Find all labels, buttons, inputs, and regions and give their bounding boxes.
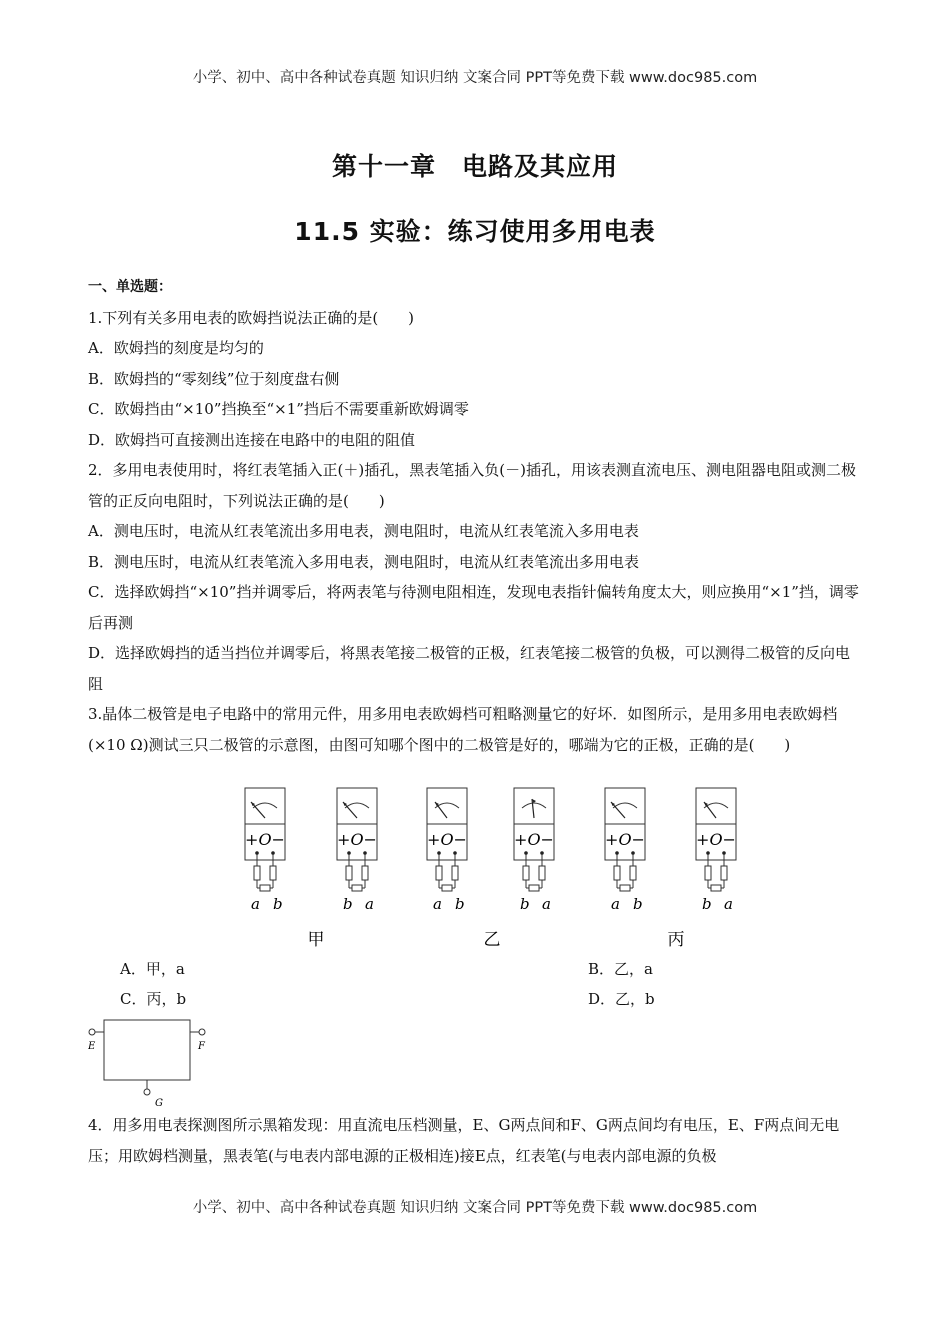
q2-option-d: D．选择欧姆挡的适当挡位并调零后，将黑表笔接二极管的正极，红表笔接二极管的负极，可以测得二极管的反向电阻 (88, 644, 851, 693)
meter-terminal-symbol: +O− (696, 830, 736, 849)
black-box-figure (88, 1014, 864, 1110)
q2-stem: 2．多用电表使用时，将红表笔插入正(＋)插孔，黑表笔插入负(－)插孔，用该表测直流电压、测电阻器电阻或测二极管的正反向电阻时，下列说法正确的是( ) (88, 461, 856, 510)
meter-terminal-symbol: +O− (514, 830, 554, 849)
probe-plug (523, 866, 529, 880)
q3-option-c: C．丙，b (120, 990, 187, 1008)
meter-scale-arc (613, 803, 637, 808)
chapter-title: 第十一章 电路及其应用 (331, 152, 618, 181)
label-f: F (198, 1041, 205, 1052)
diode-test-figure (88, 768, 864, 954)
probe-jack (255, 851, 259, 855)
q3-option-b: B．乙，a (588, 960, 653, 978)
diode-body (620, 885, 630, 891)
footer-banner: 小学、初中、高中各种试卷真题 知识归纳 文案合同 PPT等免费下载 www.doc985.com (192, 1200, 758, 1216)
probe-jack (524, 851, 528, 855)
q1-option-d: D．欧姆挡可直接测出连接在电路中的电阻的阻值 (88, 430, 416, 449)
probe-jack (363, 851, 367, 855)
probe-jack (631, 851, 635, 855)
meter-scale-arc (522, 803, 546, 808)
probe-jack (347, 851, 351, 855)
probe-plug (270, 866, 276, 880)
diode-body (529, 885, 539, 891)
q4-stem: 4．用多用电表探测图所示黑箱发现：用直流电压档测量，E、G两点间和F、G两点间均有电压，E、F两点间无电压；用欧姆档测量，黑表笔(与电表内部电源的正极相连)接E点，红表笔(与电表内部电源的负极 (88, 1116, 840, 1165)
figure-group-label: 乙 (483, 930, 501, 950)
label-g: G (155, 1098, 163, 1109)
q2-option-c: C．选择欧姆挡“×10”挡并调零后，将两表笔与待测电阻相连，发现电表指针偏转角度太大，则应换用“×1”挡，调零后再测 (88, 583, 859, 632)
probe-label-left: a (611, 895, 620, 913)
probe-plug (705, 866, 711, 880)
probe-jack (271, 851, 275, 855)
probe-jack (540, 851, 544, 855)
multimeter-diagram (88, 768, 864, 954)
meter-terminal-symbol: +O− (337, 830, 377, 849)
meter-scale-arc (253, 803, 277, 808)
probe-plug (436, 866, 442, 880)
q3-option-a: A．甲，a (120, 960, 185, 978)
lesson-title: 11.5 实验：练习使用多用电表 (294, 217, 656, 246)
probe-jack (722, 851, 726, 855)
label-e: E (88, 1041, 96, 1052)
diode-body (711, 885, 721, 891)
probe-plug (630, 866, 636, 880)
probe-label-left: a (251, 895, 260, 913)
terminal-g (144, 1089, 150, 1095)
probe-label-right: a (365, 895, 374, 913)
probe-jack (453, 851, 457, 855)
probe-label-right: a (724, 895, 733, 913)
diode-body (260, 885, 270, 891)
meter-terminal-symbol: +O− (245, 830, 285, 849)
probe-label-right: b (455, 895, 465, 913)
section-label: 一、单选题： (88, 279, 172, 295)
q2-option-a: A．测电压时，电流从红表笔流出多用电表，测电阻时，电流从红表笔流入多用电表 (88, 522, 639, 540)
probe-label-left: b (702, 895, 712, 913)
probe-label-right: b (273, 895, 283, 913)
q2-option-b: B．测电压时，电流从红表笔流入多用电表，测电阻时，电流从红表笔流出多用电表 (88, 552, 640, 571)
probe-plug (254, 866, 260, 880)
terminal-e (89, 1029, 95, 1035)
probe-label-left: a (433, 895, 442, 913)
figure-group-label: 甲 (307, 930, 325, 950)
probe-label-left: b (520, 895, 530, 913)
q3-option-d: D．乙，b (588, 990, 655, 1008)
probe-label-right: a (542, 895, 551, 913)
probe-jack (615, 851, 619, 855)
meter-terminal-symbol: +O− (605, 830, 645, 849)
meter-scale-arc (345, 803, 369, 808)
q1-option-c: C．欧姆挡由“×10”挡换至“×1”挡后不需要重新欧姆调零 (88, 400, 469, 418)
header-banner: 小学、初中、高中各种试卷真题 知识归纳 文案合同 PPT等免费下载 www.doc985.com (192, 70, 758, 86)
q3-stem: 3.晶体二极管是电子电路中的常用元件，用多用电表欧姆档可粗略测量它的好坏．如图所示，是用多用电表欧姆档(×10 Ω)测试三只二极管的示意图，由图可知哪个图中的二极管是好的，哪端为它的正极，正确的是( ) (88, 705, 838, 754)
question-content (88, 272, 864, 1171)
q3-options (88, 954, 864, 1014)
probe-plug (452, 866, 458, 880)
probe-plug (539, 866, 545, 880)
probe-label-right: b (633, 895, 643, 913)
q1-option-b: B．欧姆挡的“零刻线”位于刻度盘右侧 (88, 369, 340, 388)
probe-plug (614, 866, 620, 880)
diode-body (352, 885, 362, 891)
q1-stem: 1.下列有关多用电表的欧姆挡说法正确的是( ) (88, 308, 415, 327)
meter-terminal-symbol: +O− (427, 830, 467, 849)
probe-jack (437, 851, 441, 855)
q1-option-a: A．欧姆挡的刻度是均匀的 (88, 339, 264, 357)
diode-body (442, 885, 452, 891)
black-box-diagram (88, 1014, 228, 1110)
probe-plug (721, 866, 727, 880)
probe-jack (706, 851, 710, 855)
figure-group-label: 丙 (667, 930, 685, 950)
black-box-rect (104, 1020, 190, 1080)
probe-label-left: b (343, 895, 353, 913)
probe-plug (346, 866, 352, 880)
probe-plug (362, 866, 368, 880)
terminal-f (199, 1029, 205, 1035)
